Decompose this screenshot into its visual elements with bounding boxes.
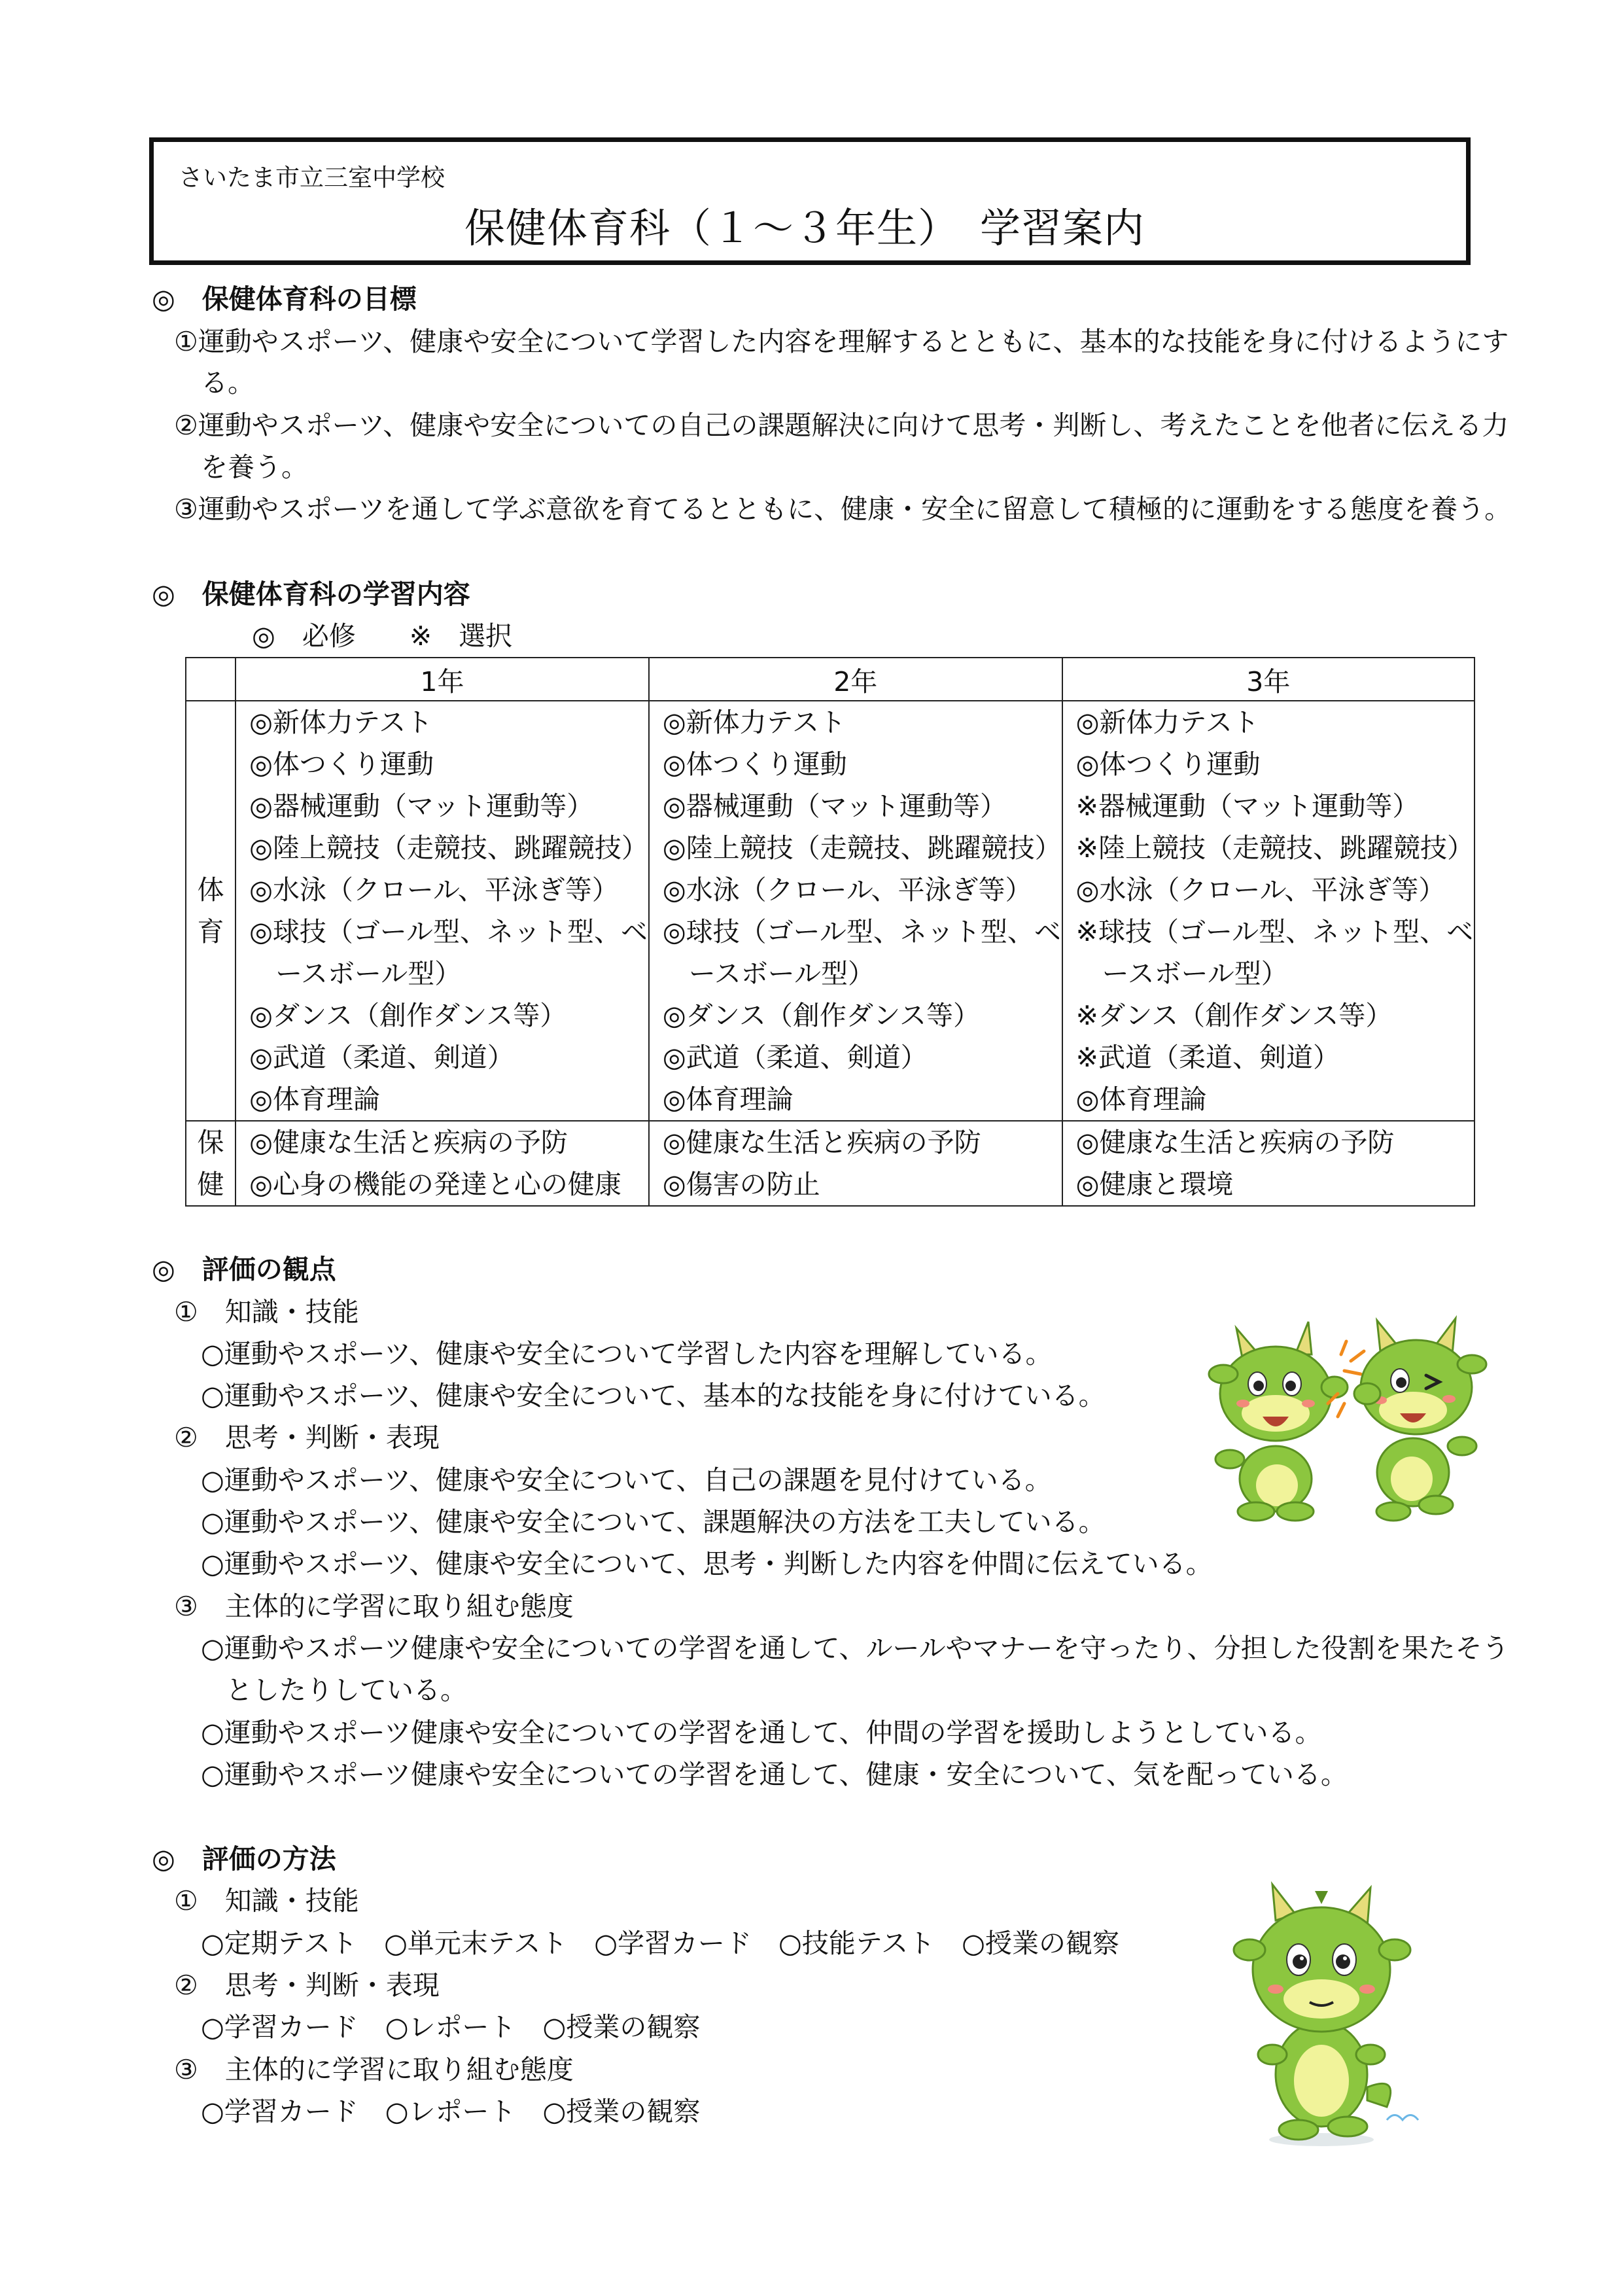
method-title: ② 思考・判断・表現 xyxy=(174,1969,440,2001)
method-title: ③ 主体的に学習に取り組む態度 xyxy=(174,2054,574,2085)
viewpoint-line: ○運動やスポーツ、健康や安全について、自己の課題を見付けている。 xyxy=(201,1464,1052,1496)
table-row-pe xyxy=(186,701,1475,1121)
viewpoint-line: ○運動やスポーツ、健康や安全について学習した内容を理解している。 xyxy=(201,1338,1053,1369)
row-label-char: 育 xyxy=(197,916,224,947)
table-header-row xyxy=(186,658,1475,701)
table-row-health xyxy=(186,1121,1475,1206)
list-item: ◎陸上競技（走競技、跳躍競技） xyxy=(662,832,1062,864)
list-item: ◎体つくり運動 xyxy=(249,749,434,780)
viewpoint-line: ○運動やスポーツ、健康や安全について、思考・判断した内容を仲間に伝えている。 xyxy=(201,1548,1213,1580)
table-corner xyxy=(186,658,236,701)
pe-cell-year1 xyxy=(236,701,649,1121)
row-label-char: 体 xyxy=(197,874,224,906)
goal-line: を養う。 xyxy=(201,451,308,483)
viewpoint-line: ○運動やスポーツ健康や安全についての学習を通して、健康・安全について、気を配っている。 xyxy=(201,1759,1348,1790)
list-item: ◎水泳（クロール、平泳ぎ等） xyxy=(249,874,619,906)
list-item: ースボール型） xyxy=(1102,958,1288,989)
list-item: ◎体つくり運動 xyxy=(662,749,847,780)
list-item: ◎武道（柔道、剣道） xyxy=(662,1042,928,1073)
document-title: 保健体育科（１～３年生） 学習案内 xyxy=(464,204,1145,252)
method-title: ① 知識・技能 xyxy=(174,1885,359,1916)
goal-line: ③運動やスポーツを通して学ぶ意欲を育てるとともに、健康・安全に留意して積極的に運動をする態度を養う。 xyxy=(174,493,1512,525)
row-label-pe xyxy=(186,701,236,1121)
list-item: ◎球技（ゴール型、ネット型、ベ xyxy=(249,916,648,947)
viewpoint-title: ③ 主体的に学習に取り組む態度 xyxy=(174,1591,574,1622)
health-cell-year1 xyxy=(236,1121,649,1206)
dragon-mascot-running-icon xyxy=(1223,1878,1439,2153)
list-item: ◎健康な生活と疾病の予防 xyxy=(662,1127,981,1158)
pe-cell-year2 xyxy=(649,701,1062,1121)
list-item: ※ダンス（創作ダンス等） xyxy=(1075,1000,1393,1031)
list-item: ◎ダンス（創作ダンス等） xyxy=(662,1000,980,1031)
viewpoint-line: ○運動やスポーツ健康や安全についての学習を通して、仲間の学習を援助しようとしている。 xyxy=(201,1717,1322,1748)
list-item: ※陸上競技（走競技、跳躍競技） xyxy=(1075,832,1474,864)
health-cell-year2 xyxy=(649,1121,1062,1206)
list-item: ◎体育理論 xyxy=(662,1084,794,1115)
list-item: ◎健康な生活と疾病の予防 xyxy=(1075,1127,1395,1158)
viewpoint-title: ① 知識・技能 xyxy=(174,1296,359,1328)
content-legend: ◎ 必修 ※ 選択 xyxy=(252,620,513,652)
goal-line: ②運動やスポーツ、健康や安全についての自己の課題解決に向けて思考・判断し、考えたことを他者に伝える力 xyxy=(174,410,1509,441)
dragon-right xyxy=(1354,1318,1486,1521)
viewpoint-line: ○運動やスポーツ、健康や安全について、課題解決の方法を工夫している。 xyxy=(201,1506,1106,1538)
list-item: ースボール型） xyxy=(688,958,875,989)
dragon-mascot-pair-icon xyxy=(1204,1315,1492,1525)
list-item: ◎健康と環境 xyxy=(1075,1169,1234,1200)
method-line: ○定期テスト ○単元末テスト ○学習カード ○技能テスト ○授業の観察 xyxy=(201,1928,1119,1959)
row-label-char: 健 xyxy=(197,1169,224,1200)
list-item: ◎水泳（クロール、平泳ぎ等） xyxy=(1075,874,1446,906)
goals-heading: ◎ 保健体育科の目標 xyxy=(152,283,417,315)
method-line: ○学習カード ○レポート ○授業の観察 xyxy=(201,2096,701,2127)
list-item: ースボール型） xyxy=(275,958,462,989)
column-header: 2年 xyxy=(649,658,1062,701)
viewpoint-line: ○運動やスポーツ、健康や安全について、基本的な技能を身に付けている。 xyxy=(201,1380,1106,1411)
list-item: ◎傷害の防止 xyxy=(662,1169,820,1200)
row-label-health xyxy=(186,1121,236,1206)
list-item: ◎新体力テスト xyxy=(1075,707,1259,738)
list-item: ◎球技（ゴール型、ネット型、ベ xyxy=(662,916,1061,947)
goal-line: ①運動やスポーツ、健康や安全について学習した内容を理解するとともに、基本的な技能を身に付けるようにす xyxy=(174,326,1509,357)
viewpoint-title: ② 思考・判断・表現 xyxy=(174,1422,440,1453)
pe-cell-year3 xyxy=(1062,701,1475,1121)
list-item: ◎水泳（クロール、平泳ぎ等） xyxy=(662,874,1032,906)
header-box xyxy=(149,137,1471,265)
list-item: ◎武道（柔道、剣道） xyxy=(249,1042,514,1073)
dragon-left xyxy=(1209,1322,1348,1521)
list-item: ※武道（柔道、剣道） xyxy=(1075,1042,1340,1073)
list-item: ◎ダンス（創作ダンス等） xyxy=(249,1000,567,1031)
row-label-char: 保 xyxy=(197,1127,224,1158)
methods-heading: ◎ 評価の方法 xyxy=(152,1843,336,1875)
list-item: ◎健康な生活と疾病の予防 xyxy=(249,1127,568,1158)
list-item: ◎新体力テスト xyxy=(249,707,433,738)
content-heading: ◎ 保健体育科の学習内容 xyxy=(152,578,470,610)
list-item: ※球技（ゴール型、ネット型、ベ xyxy=(1075,916,1474,947)
viewpoint-line: ○運動やスポーツ健康や安全についての学習を通して、ルールやマナーを守ったり、分担した役割を果たそう xyxy=(201,1633,1509,1664)
list-item: ◎体つくり運動 xyxy=(1075,749,1261,780)
list-item: ◎新体力テスト xyxy=(662,707,846,738)
column-header: 3年 xyxy=(1062,658,1475,701)
list-item: ◎体育理論 xyxy=(1075,1084,1207,1115)
viewpoints-heading: ◎ 評価の観点 xyxy=(152,1254,336,1285)
method-line: ○学習カード ○レポート ○授業の観察 xyxy=(201,2011,701,2043)
school-name: さいたま市立三室中学校 xyxy=(179,164,445,192)
list-item: ◎器械運動（マット運動等） xyxy=(662,790,1007,822)
column-header: 1年 xyxy=(236,658,649,701)
viewpoint-line: としたりしている。 xyxy=(226,1674,467,1706)
list-item: ◎体育理論 xyxy=(249,1084,380,1115)
list-item: ◎器械運動（マット運動等） xyxy=(249,790,594,822)
health-cell-year3 xyxy=(1062,1121,1475,1206)
list-item: ◎心身の機能の発達と心の健康 xyxy=(249,1169,621,1200)
list-item: ◎陸上競技（走競技、跳躍競技） xyxy=(249,832,648,864)
list-item: ※器械運動（マット運動等） xyxy=(1075,790,1420,822)
goal-line: る。 xyxy=(201,367,254,398)
content-table xyxy=(185,657,1475,1207)
